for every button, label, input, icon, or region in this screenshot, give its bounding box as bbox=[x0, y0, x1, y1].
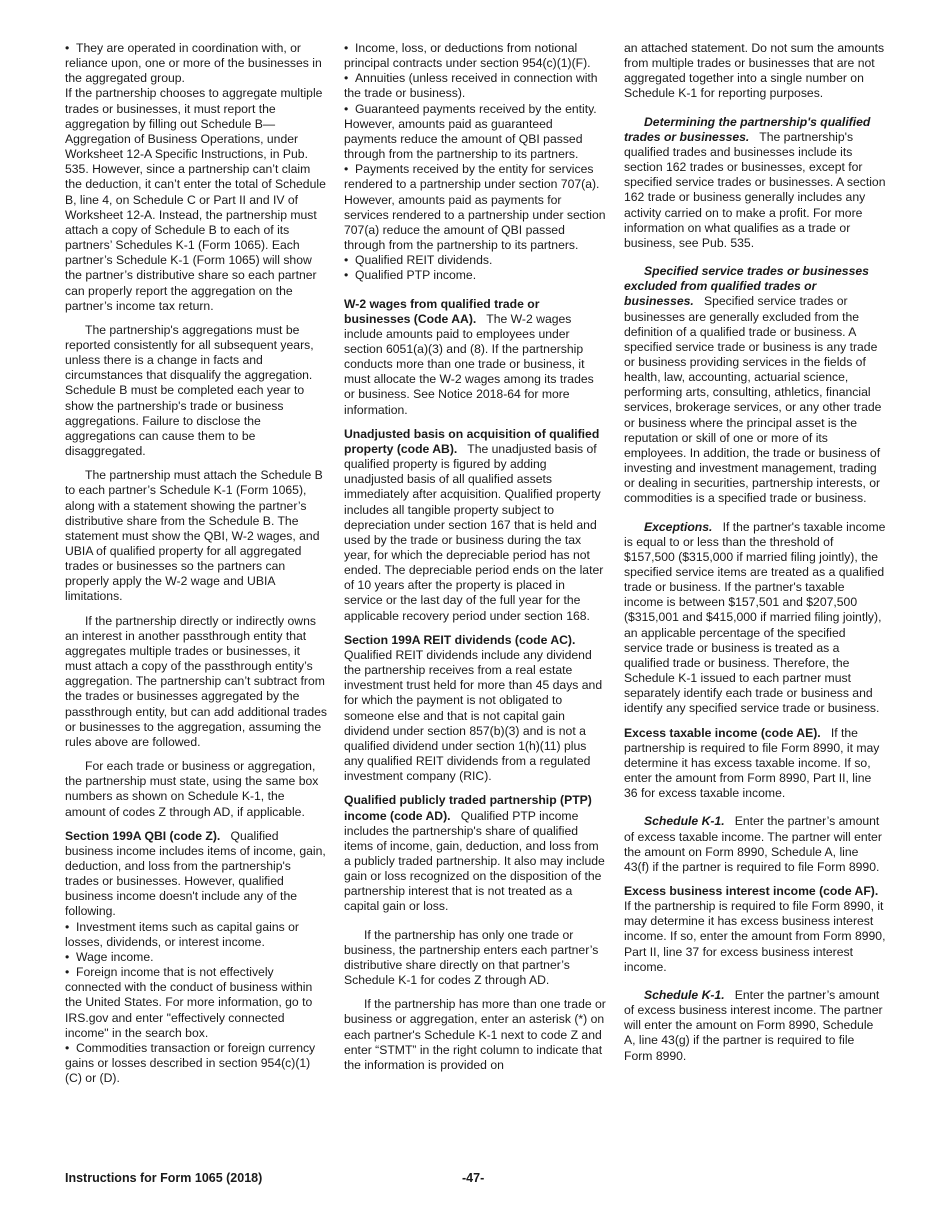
bullet-wage-income: • Wage income. bbox=[65, 950, 327, 965]
paragraph-multiple-trades: If the partnership has more than one trade or business or aggregation, enter an asterisk (*) on each partner's Schedule K-1 next to code Z and enter “STMT” in the right column to indicate that the information is provided on bbox=[344, 997, 606, 1072]
heading-qualified-trades: Determining the partnership's qualified trades or businesses. bbox=[624, 114, 871, 144]
paragraph-box-numbers: For each trade or business or aggregation, the partnership must state, using the same box numbers as shown on Schedule K-1, the amount of codes Z through AD, if applicable. bbox=[65, 759, 319, 819]
paragraph-excess-business-interest: If the partnership is required to file Form 8990, it may determine it has excess business interest income. If so, enter the amount from Form 8990, Part II, line 37 for excess business interest income. bbox=[624, 899, 886, 974]
column-3 bbox=[624, 41, 886, 1064]
heading-excess-taxable-income: Excess taxable income (code AE). bbox=[624, 725, 821, 740]
section-schedule-k1-af bbox=[624, 988, 886, 1064]
column-1 bbox=[65, 41, 327, 1086]
paragraph-exceptions: If the partner's taxable income is equal to or less than the threshold of $157,500 ($315,000 if married filing jointly), the specified service items are treated as a qualified trade or business. If the partner's taxable income is between $157,501 and $207,500 ($315,001 and $415,000 if married filing jointly), an applicable percentage of the specified service trade or business is treated as a qualified trade or business. Therefore, the Schedule K-1 issued to each partner must separately identify each trade or business and identify any specified service trade or business. bbox=[624, 519, 886, 716]
paragraph-attached-statement: an attached statement. Do not sum the amounts from multiple trades or businesses that are not aggregated together into a single number on Schedule K-1 for reporting purposes. bbox=[624, 41, 885, 101]
heading-ptp: Qualified publicly traded partnership (PTP) income (code AD). bbox=[344, 793, 592, 823]
paragraph-ptp: Qualified PTP income includes the partnership's share of qualified items of income, gain, deduction, and loss from a publicly traded partnership. It also may include gain or loss recognized on the disposition of the partnership interest that is not treated as a capital gain or loss. bbox=[344, 808, 605, 914]
heading-exceptions: Exceptions. bbox=[644, 519, 713, 534]
bullet-coordination: • They are operated in coordination with, or reliance upon, one or more of the businesses in the aggregated group. bbox=[65, 41, 327, 86]
bullet-investment-items: • Investment items such as capital gains or losses, dividends, or interest income. bbox=[65, 920, 327, 950]
paragraph-ubia: The unadjusted basis of qualified property is figured by adding unadjusted basis of all qualified assets immediately after acquisition. Qualified property includes all tangible property subject to depreciation under section 167 that is held and used by the trade or business during the tax year, for which the depreciable period has not ended. The depreciable period ends on the later of 10 years after the property is placed in service or the last day of the full year for the applicable recovery period under section 168. bbox=[344, 441, 604, 623]
heading-ubia: Unadjusted basis on acquisition of qualified property (code AB). bbox=[344, 426, 600, 456]
heading-w2-wages: W-2 wages from qualified trade or businesses (Code AA). bbox=[344, 296, 540, 326]
paragraph-schedule-k1-ae: Enter the partner’s amount of excess taxable income. The partner will enter the amount on Form 8990, Schedule A, line 43(f) if the partner is required to file Form 8990. bbox=[624, 814, 882, 874]
paragraph-consistent-reporting: The partnership's aggregations must be reported consistently for all subsequent years, unless there is a change in facts and circumstances that disqualify the aggregation. Schedule B must be completed each year to show the partnership's trade or business aggregations. Failure to disclose the aggregations can cause them to be disaggregated. bbox=[65, 322, 314, 459]
section-excess-taxable-income bbox=[624, 726, 886, 802]
heading-qbi-code-z: Section 199A QBI (code Z). bbox=[65, 828, 221, 843]
footer-form-title: Instructions for Form 1065 (2018) bbox=[65, 1171, 263, 1185]
paragraph-qbi: Qualified business income includes items of income, gain, deduction, and loss from the partnership's trades or businesses. However, qualified business income doesn't include any of the following. bbox=[65, 828, 326, 919]
paragraph-qualified-trades: The partnership's qualified trades and businesses include its section 162 trades or businesses, except for specified service trades or businesses. A section 162 trade or business generally includes any activity carried on to make a profit. For more information on what qualifies as a trade or business, see Pub. 535. bbox=[624, 129, 886, 250]
paragraph-reit: Qualified REIT dividends include any dividend the partnership receives from a real estate investment trust held for more than 45 days and for which the payment is not obligated to someone else and that is not capital gain dividend under section 857(b)(3) and is not a qualified dividend under section 1(h)(11) plus any qualified REIT dividends from a regulated investment company (RIC). bbox=[344, 647, 603, 784]
heading-schedule-k1-af: Schedule K-1. bbox=[644, 987, 725, 1002]
bullet-annuities: • Annuities (unless received in connection with the trade or business). bbox=[344, 71, 606, 101]
heading-schedule-k1-ae: Schedule K-1. bbox=[644, 814, 725, 829]
paragraph-passthrough-entity: If the partnership directly or indirectly owns an interest in another passthrough entity that aggregates multiple trades or businesses, it must attach a copy of the passthrough entity’s aggregation. The partnership can’t subtract from the trades or businesses aggregated by the passthrough entity, but can add additional trades or businesses to the aggregation, assuming the rules above are followed. bbox=[65, 613, 327, 749]
paragraph-w2-wages: The W-2 wages include amounts paid to employees under section 6051(a)(3) and (8). If the partnership conducts more than one trade or business, it must allocate the W-2 wages among its trades or business. See Notice 2018-64 for more information. bbox=[344, 311, 594, 417]
bullet-services-payments: • Payments received by the entity for services rendered to a partnership under section 707(a). However, amounts paid as payments for services rendered to a partnership under section 707(a) reduce the amount of QBI passed through from the partnership to its partners. bbox=[344, 162, 606, 253]
paragraph-one-trade: If the partnership has only one trade or business, the partnership enters each partner’s distributive share directly on that partner’s Schedule K-1 for codes Z through AD. bbox=[344, 927, 599, 988]
bullet-foreign-income: • Foreign income that is not effectively connected with the conduct of business within the United States. For more information, go to IRS.gov and enter "effectively connected income" in the search box. bbox=[65, 965, 327, 1041]
heading-specified-service: Specified service trades or businesses excluded from qualified trades or businesses. bbox=[624, 264, 869, 309]
heading-excess-business-interest: Excess business interest income (code AF). bbox=[624, 883, 879, 898]
bullet-ptp-income: • Qualified PTP income. bbox=[344, 268, 606, 283]
bullet-notional-contracts: • Income, loss, or deductions from notional principal contracts under section 954(c)(1)(F). bbox=[344, 41, 606, 71]
paragraph-schedule-k1-af: Enter the partner’s amount of excess business interest income. The partner will enter the amount on Form 8990, Schedule A, line 43(g) if the partner is required to file Form 8990. bbox=[624, 987, 883, 1063]
section-excess-business-interest bbox=[624, 884, 886, 975]
bullet-commodities: • Commodities transaction or foreign currency gains or losses described in section 954(c)(1)(C) or (D). bbox=[65, 1041, 327, 1086]
heading-reit: Section 199A REIT dividends (code AC). bbox=[344, 632, 576, 647]
section-reit-code-ac bbox=[344, 633, 606, 785]
paragraph-specified-service: Specified service trades or businesses are generally excluded from the definition of a qualified trade or business. A specified service trade or business is any trade or business providing services in the fields of health, law, accounting, actuarial science, performing arts, consulting, athletics, financial services, brokerage services, or any other trade or business where the principal asset is the reputation or skill of one or more of its employees. In addition, the trade or business of investing and investment management, trading or dealing in securities, partnership interests, or commodities is a specified trade or business. bbox=[624, 294, 882, 506]
paragraph-excess-taxable-income: If the partnership is required to file Form 8990, it may determine it has excess taxable income. If so, enter the amount from Form 8990, Part II, line 36 for excess taxable income. bbox=[624, 725, 880, 801]
section-ubia-code-ab bbox=[344, 427, 606, 624]
section-specified-service bbox=[624, 264, 886, 507]
section-qualified-trades bbox=[624, 115, 886, 251]
bullet-guaranteed-payments: • Guaranteed payments received by the entity. However, amounts paid as guaranteed payments reduce the amount of QBI passed through from the partnership to its partners. bbox=[344, 102, 606, 163]
column-2 bbox=[344, 41, 606, 1073]
section-exceptions bbox=[624, 520, 886, 717]
section-qbi-code-z bbox=[65, 829, 327, 920]
section-ptp-code-ad bbox=[344, 793, 606, 914]
section-schedule-k1-ae bbox=[624, 814, 886, 875]
page-footer bbox=[65, 1171, 885, 1187]
section-w2-wages-code-aa bbox=[344, 297, 606, 418]
footer-page-number: -47- bbox=[462, 1171, 485, 1185]
paragraph-aggregation-reporting: If the partnership chooses to aggregate multiple trades or businesses, it must report the aggregation by filling out Schedule B—Aggregation of Business Operations, under Worksheet 12-A Specific Instructions, in Pub. 535. However, since a partnership can’t claim the deduction, it can’t enter the total of Schedule B, line 4, on Schedule C or Part II and IV of Worksheet 12-A. Instead, the partnership must attach a copy of Schedule B to each of its partners’ Schedules K-1 (Form 1065). Each partner’s Schedule K-1 (Form 1065) will show the partner’s distributive share so each partner can properly report the aggregation on the partner’s income tax return. bbox=[65, 86, 326, 313]
paragraph-attach-schedule-b: The partnership must attach the Schedule B to each partner’s Schedule K-1 (Form 1065), along with a statement showing the partner’s distributive share from the Schedule B. The statement must show the QBI, W-2 wages, and UBIA of qualified property for all aggregated trades or businesses so the partners can properly apply the W-2 wage and UBIA limitations. bbox=[65, 468, 323, 604]
bullet-reit-dividends: • Qualified REIT dividends. bbox=[344, 253, 606, 268]
